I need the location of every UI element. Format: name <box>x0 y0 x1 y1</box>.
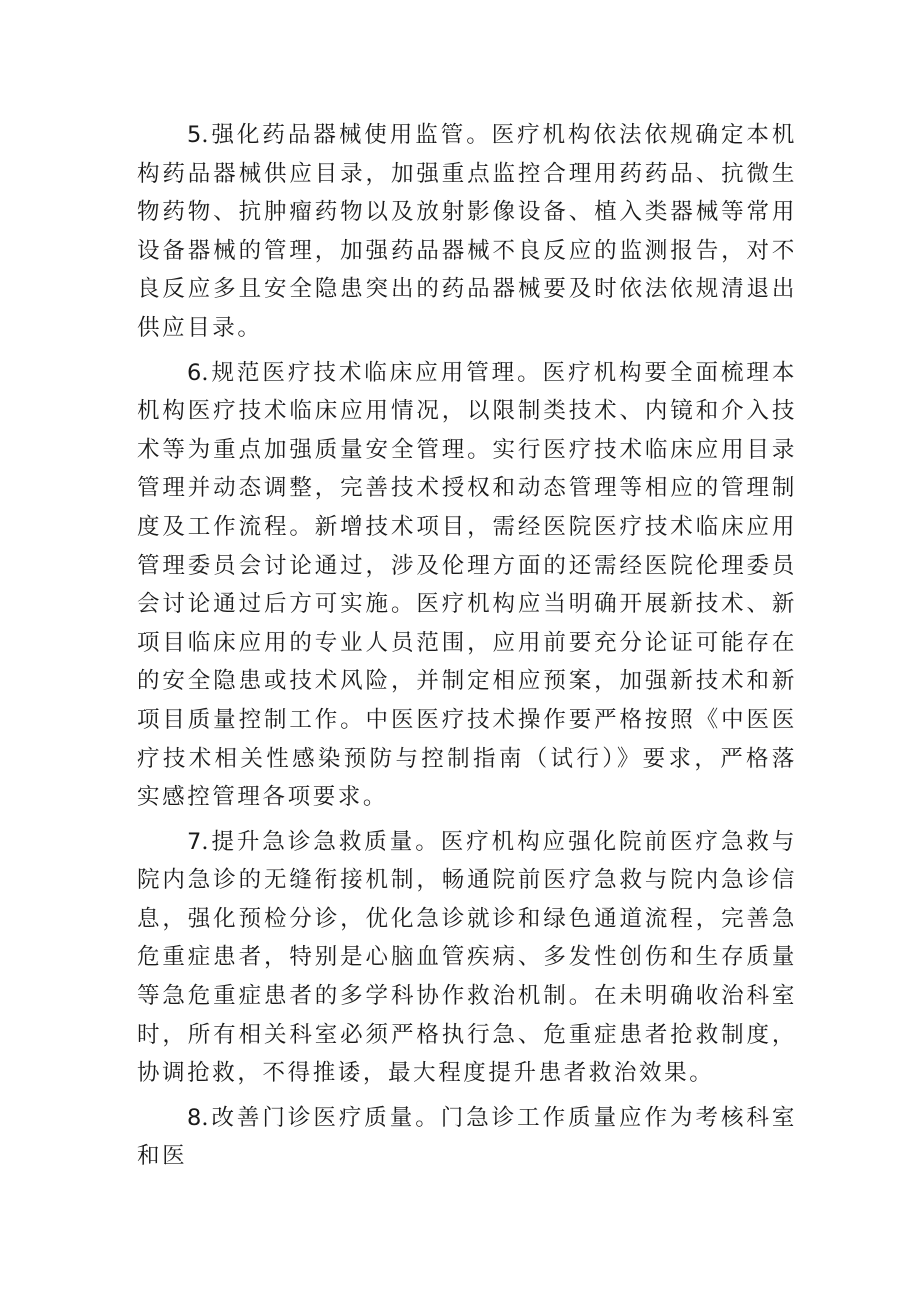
paragraph-text: .强化药品器械使用监管。医疗机构依法依规确定本机构药品器械供应目录，加强重点监控合理用药药品、抗微生物药物、抗肿瘤药物以及放射影像设备、植入类器械等常用设备器械的管理，加强药品器械不良反应的监测报告，对不良反应多且安全隐患突出的药品器械要及时依法依规清退出供应目录。 <box>137 122 797 341</box>
document-body <box>137 116 797 1182</box>
paragraph-5 <box>137 116 797 348</box>
paragraph-text: .改善门诊医疗质量。门急诊工作质量应作为考核科室和医 <box>137 1104 797 1170</box>
paragraph-number: 7 <box>187 828 202 855</box>
paragraph-8 <box>137 1099 797 1176</box>
paragraph-text: .提升急诊急救质量。医疗机构应强化院前医疗急救与院内急诊的无缝衔接机制，畅通院前医疗急救与院内急诊信息，强化预检分诊，优化急诊就诊和绿色通道流程，完善急危重症患者，特别是心脑血管疾病、多发性创伤和生存质量等急危重症患者的多学科协作救治机制。在未明确收治科室时，所有相关科室必须严格执行急、危重症患者抢救制度，协调抢救，不得推诿，最大程度提升患者救治效果。 <box>137 828 797 1087</box>
paragraph-text: .规范医疗技术临床应用管理。医疗机构要全面梳理本机构医疗技术临床应用情况，以限制类技术、内镜和介入技术等为重点加强质量安全管理。实行医疗技术临床应用目录管理并动态调整，完善技术授权和动态管理等相应的管理制度及工作流程。新增技术项目，需经医院医疗技术临床应用管理委员会讨论通过，涉及伦理方面的还需经医院伦理委员会讨论通过后方可实施。医疗机构应当明确开展新技术、新项目临床应用的专业人员范围，应用前要充分论证可能存在的安全隐患或技术风险，并制定相应预案，加强新技术和新项目质量控制工作。中医医疗技术操作要严格按照《中医医疗技术相关性感染预防与控制指南（试行）》要求，严格落实感控管理各项要求。 <box>137 359 797 811</box>
paragraph-7 <box>137 823 797 1093</box>
paragraph-6 <box>137 354 797 817</box>
paragraph-number: 6 <box>187 359 202 386</box>
paragraph-number: 8 <box>187 1104 202 1131</box>
paragraph-number: 5 <box>187 122 202 148</box>
